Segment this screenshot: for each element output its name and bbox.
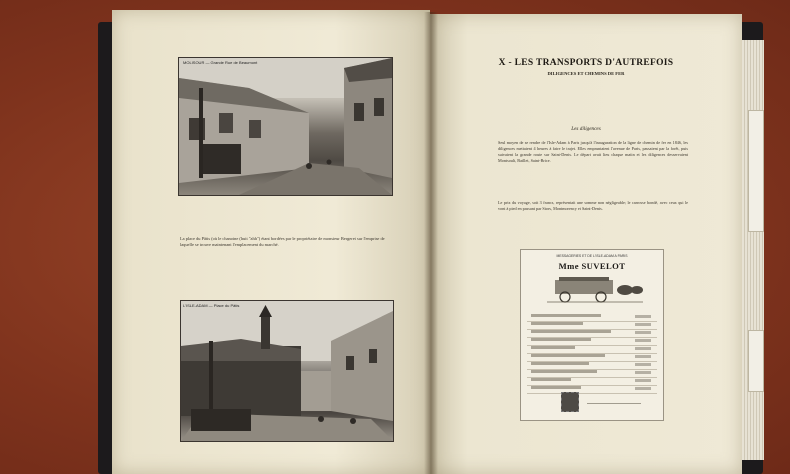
- handwriting-stroke: [531, 386, 581, 389]
- bookmark-tab: [748, 330, 764, 392]
- invoice-line: [527, 330, 657, 338]
- handwriting-stroke: [531, 322, 583, 325]
- invoice-header: MESSAGERIES ET DE L'ISLE-ADAM A PARIS: [556, 254, 628, 258]
- handwritten-amount: [635, 371, 651, 374]
- invoice-line: [527, 314, 657, 322]
- handwritten-amount: [635, 363, 651, 366]
- handwriting-stroke: [531, 338, 591, 341]
- handwritten-amount: [635, 315, 651, 318]
- photo-printed-caption: L'ISLE-ADAM — Place du Pâtis: [183, 303, 240, 308]
- handwritten-amount: [635, 331, 651, 334]
- invoice-rows: [527, 314, 657, 394]
- handwriting-stroke: [531, 362, 589, 365]
- invoice-document: [520, 249, 664, 421]
- handwriting-stroke: [531, 346, 575, 349]
- invoice-line: [527, 322, 657, 330]
- bookmark-tab: [748, 110, 764, 232]
- invoice-line: [527, 362, 657, 370]
- left-page-caption: La place du Pâtis (où le chanoine (huit "ahh") étant bordées par le propriétaire de monsieur Bergeret sur l'emprise de laquelle se trouve maintenant l'emplacement du marché.: [180, 236, 385, 248]
- street-photo: [178, 57, 393, 196]
- handwriting-stroke: [531, 330, 611, 333]
- section-heading: Les diligences: [571, 126, 601, 132]
- handwritten-amount: [635, 323, 651, 326]
- book-gutter: [424, 12, 438, 474]
- body-paragraph: Le prix du voyage, soit 3 francs, représentait une somme non négligeable; le carrosse bondé, avec ceux qui le vont à pied en passant par Stors, Montmorency et Saint-Denis.: [498, 200, 688, 211]
- invoice-line: [527, 354, 657, 362]
- handwritten-amount: [635, 355, 651, 358]
- invoice-line: [527, 338, 657, 346]
- invoice-proprietor: Mme SUVELOT: [558, 261, 626, 271]
- postage-stamp: [561, 392, 579, 412]
- handwriting-stroke: [531, 354, 605, 357]
- chapter-title: X - LES TRANSPORTS D'AUTREFOIS: [498, 58, 674, 68]
- chapter-subtitle: DILIGENCES ET CHEMINS DE FER: [547, 71, 625, 76]
- page-edges: [742, 40, 764, 460]
- street-photo-drawing: [179, 58, 392, 195]
- handwritten-amount: [635, 339, 651, 342]
- stagecoach-illustration: [547, 276, 643, 304]
- invoice-line: [527, 346, 657, 354]
- handwriting-stroke: [531, 378, 571, 381]
- handwritten-amount: [635, 387, 651, 390]
- handwritten-amount: [635, 379, 651, 382]
- square-photo-drawing: [181, 301, 393, 441]
- handwriting-stroke: [531, 370, 597, 373]
- square-photo: [180, 300, 394, 442]
- invoice-line: [527, 386, 657, 394]
- photo-printed-caption: MOLISOUR — Grande Rue de Beaumont: [183, 60, 258, 65]
- invoice-line: [527, 378, 657, 386]
- handwriting-stroke: [531, 314, 601, 317]
- invoice-signature: [587, 398, 641, 404]
- invoice-line: [527, 370, 657, 378]
- body-paragraph: Seul moyen de se rendre de l'Isle-Adam à Paris jusqu'à l'inauguration de la ligne de chemin de fer en 1846, les diligences mettaient 4 heures à faire le trajet. Elles empruntaient l'avenue de Paris, passaient par la forêt, puis suivaient la grande route sur Saint-Denis. Le départ avait lieu chaque matin et les diligences desservaient Montsoult, Baillet, Saint-Brice.: [498, 140, 688, 163]
- handwritten-amount: [635, 347, 651, 350]
